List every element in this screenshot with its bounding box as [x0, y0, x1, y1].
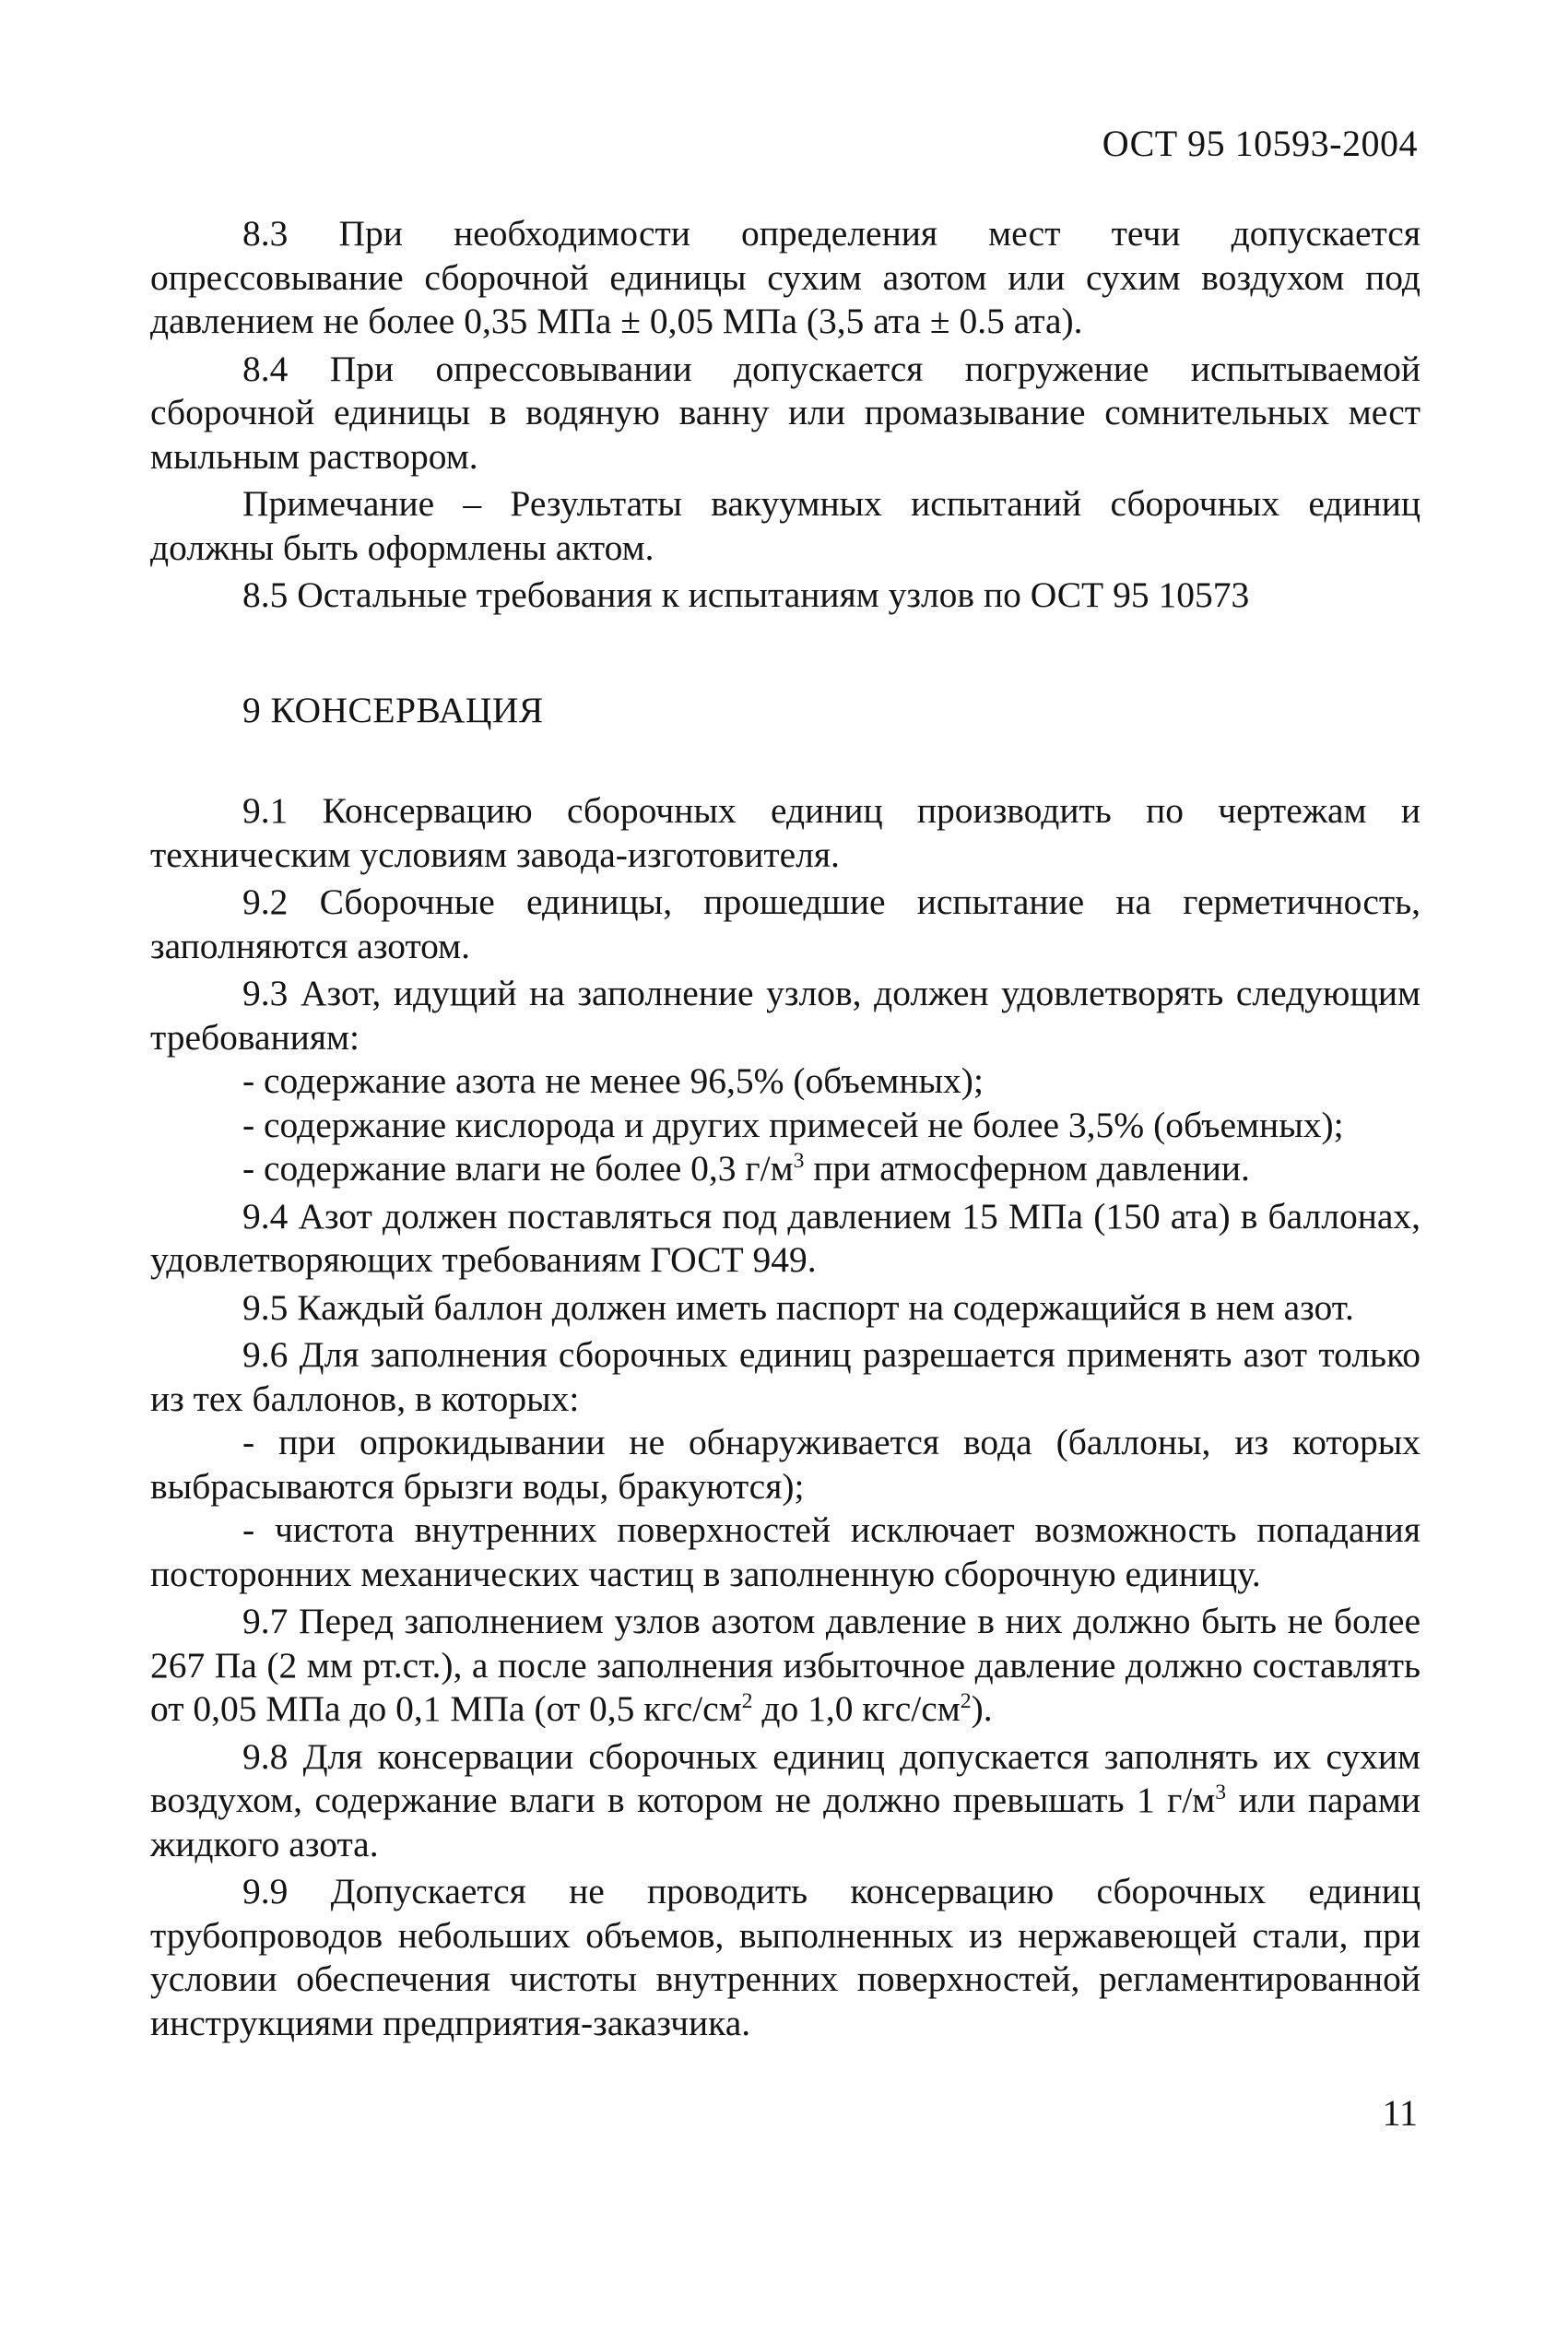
paragraph-9-8-tail: или парами жидкого азота. — [150, 1780, 1421, 1864]
paragraph-8-3: 8.3 При необходимости определения мест течи допускается опрессовывание сборочной единицы сухим азотом или сухим воздухом под давлением не более 0,35 МПа ± 0,05 МПа (3,5 ата ± 0.5 ата). — [150, 213, 1421, 341]
paragraph-9-7-text: 9.7 Перед заполнением узлов азотом давление в них должно быть не более 267 Па (2 мм рт.ст.), а после заполнения избыточное давление должно составлять от 0,05 МПа до 0,1 МПа (от 0,5 кгс/см — [150, 1601, 1421, 1729]
paragraph-9-9: 9.9 Допускается не проводить консервацию сборочных единиц трубопроводов небольших объемов, выполненных из нержавеющей стали, при условии обеспечения чистоты внутренних поверхностей, регламентированной инструкциями предприятия-заказчика. — [150, 1871, 1421, 2043]
superscript: 3 — [1215, 1780, 1227, 1804]
requirement-nitrogen: - содержание азота не менее 96,5% (объемных); — [242, 1060, 984, 1101]
paragraph-9-4: 9.4 Азот должен поставляться под давлением 15 МПа (150 ата) в баллонах, удовлетворяющих требованиям ГОСТ 949. — [150, 1195, 1421, 1280]
section-heading-conservation: 9 КОНСЕРВАЦИЯ — [242, 689, 544, 730]
paragraph-9-8-text: 9.8 Для консервации сборочных единиц допускается заполнять их сухим воздухом, содержание влаги в котором не должно превышать 1 г/м — [150, 1735, 1421, 1820]
condition-cleanliness: - чистота внутренних поверхностей исключает возможность попадания посторонних механических частиц в заполненную сборочную единицу. — [150, 1509, 1421, 1594]
requirement-moisture — [150, 1147, 1421, 1191]
paragraph-8-4: 8.4 При опрессовывании допускается погружение испытываемой сборочной единицы в водяную ванну или промазывание сомнительных мест мыльным раствором. — [150, 348, 1421, 477]
paragraph-9-6: 9.6 Для заполнения сборочных единиц разрешается применять азот только из тех баллонов, в которых: — [150, 1334, 1421, 1419]
paragraph-9-7-middle: до 1,0 кгс/см — [752, 1688, 961, 1729]
condition-water: - при опрокидывании не обнаруживается вода (баллоны, из которых выбрасываются брызги воды, бракуются); — [150, 1422, 1421, 1507]
requirement-oxygen: - содержание кислорода и других примесей не более 3,5% (объемных); — [242, 1104, 1344, 1145]
page-number: 11 — [1382, 2092, 1418, 2134]
paragraph-9-8 — [150, 1735, 1421, 1867]
paragraph-9-3: 9.3 Азот, идущий на заполнение узлов, должен удовлетворять следующим требованиям: — [150, 973, 1421, 1058]
note: Примечание – Результаты вакуумных испытаний сборочных единиц должны быть оформлены актом. — [150, 483, 1421, 568]
paragraph-8-5: 8.5 Остальные требования к испытаниям узлов по ОСТ 95 10573 — [242, 574, 1250, 615]
requirement-moisture-text: - содержание влаги не более 0,3 г/м — [242, 1148, 794, 1189]
superscript: 2 — [741, 1688, 753, 1713]
paragraph-9-5: 9.5 Каждый баллон должен иметь паспорт на содержащийся в нем азот. — [242, 1286, 1354, 1328]
document-body — [150, 212, 1421, 2045]
requirement-moisture-tail: при атмосферном давлении. — [804, 1148, 1250, 1189]
paragraph-9-7 — [150, 1600, 1421, 1732]
superscript: 2 — [960, 1688, 972, 1713]
document-code: ОСТ 95 10593-2004 — [1102, 123, 1418, 164]
paragraph-9-7-end: ). — [971, 1688, 993, 1729]
paragraph-9-1: 9.1 Консервацию сборочных единиц производить по чертежам и техническим условиям завода-изготовителя. — [150, 790, 1421, 875]
paragraph-9-2: 9.2 Сборочные единицы, прошедшие испытание на герметичность, заполняются азотом. — [150, 882, 1421, 966]
superscript: 3 — [793, 1148, 805, 1173]
